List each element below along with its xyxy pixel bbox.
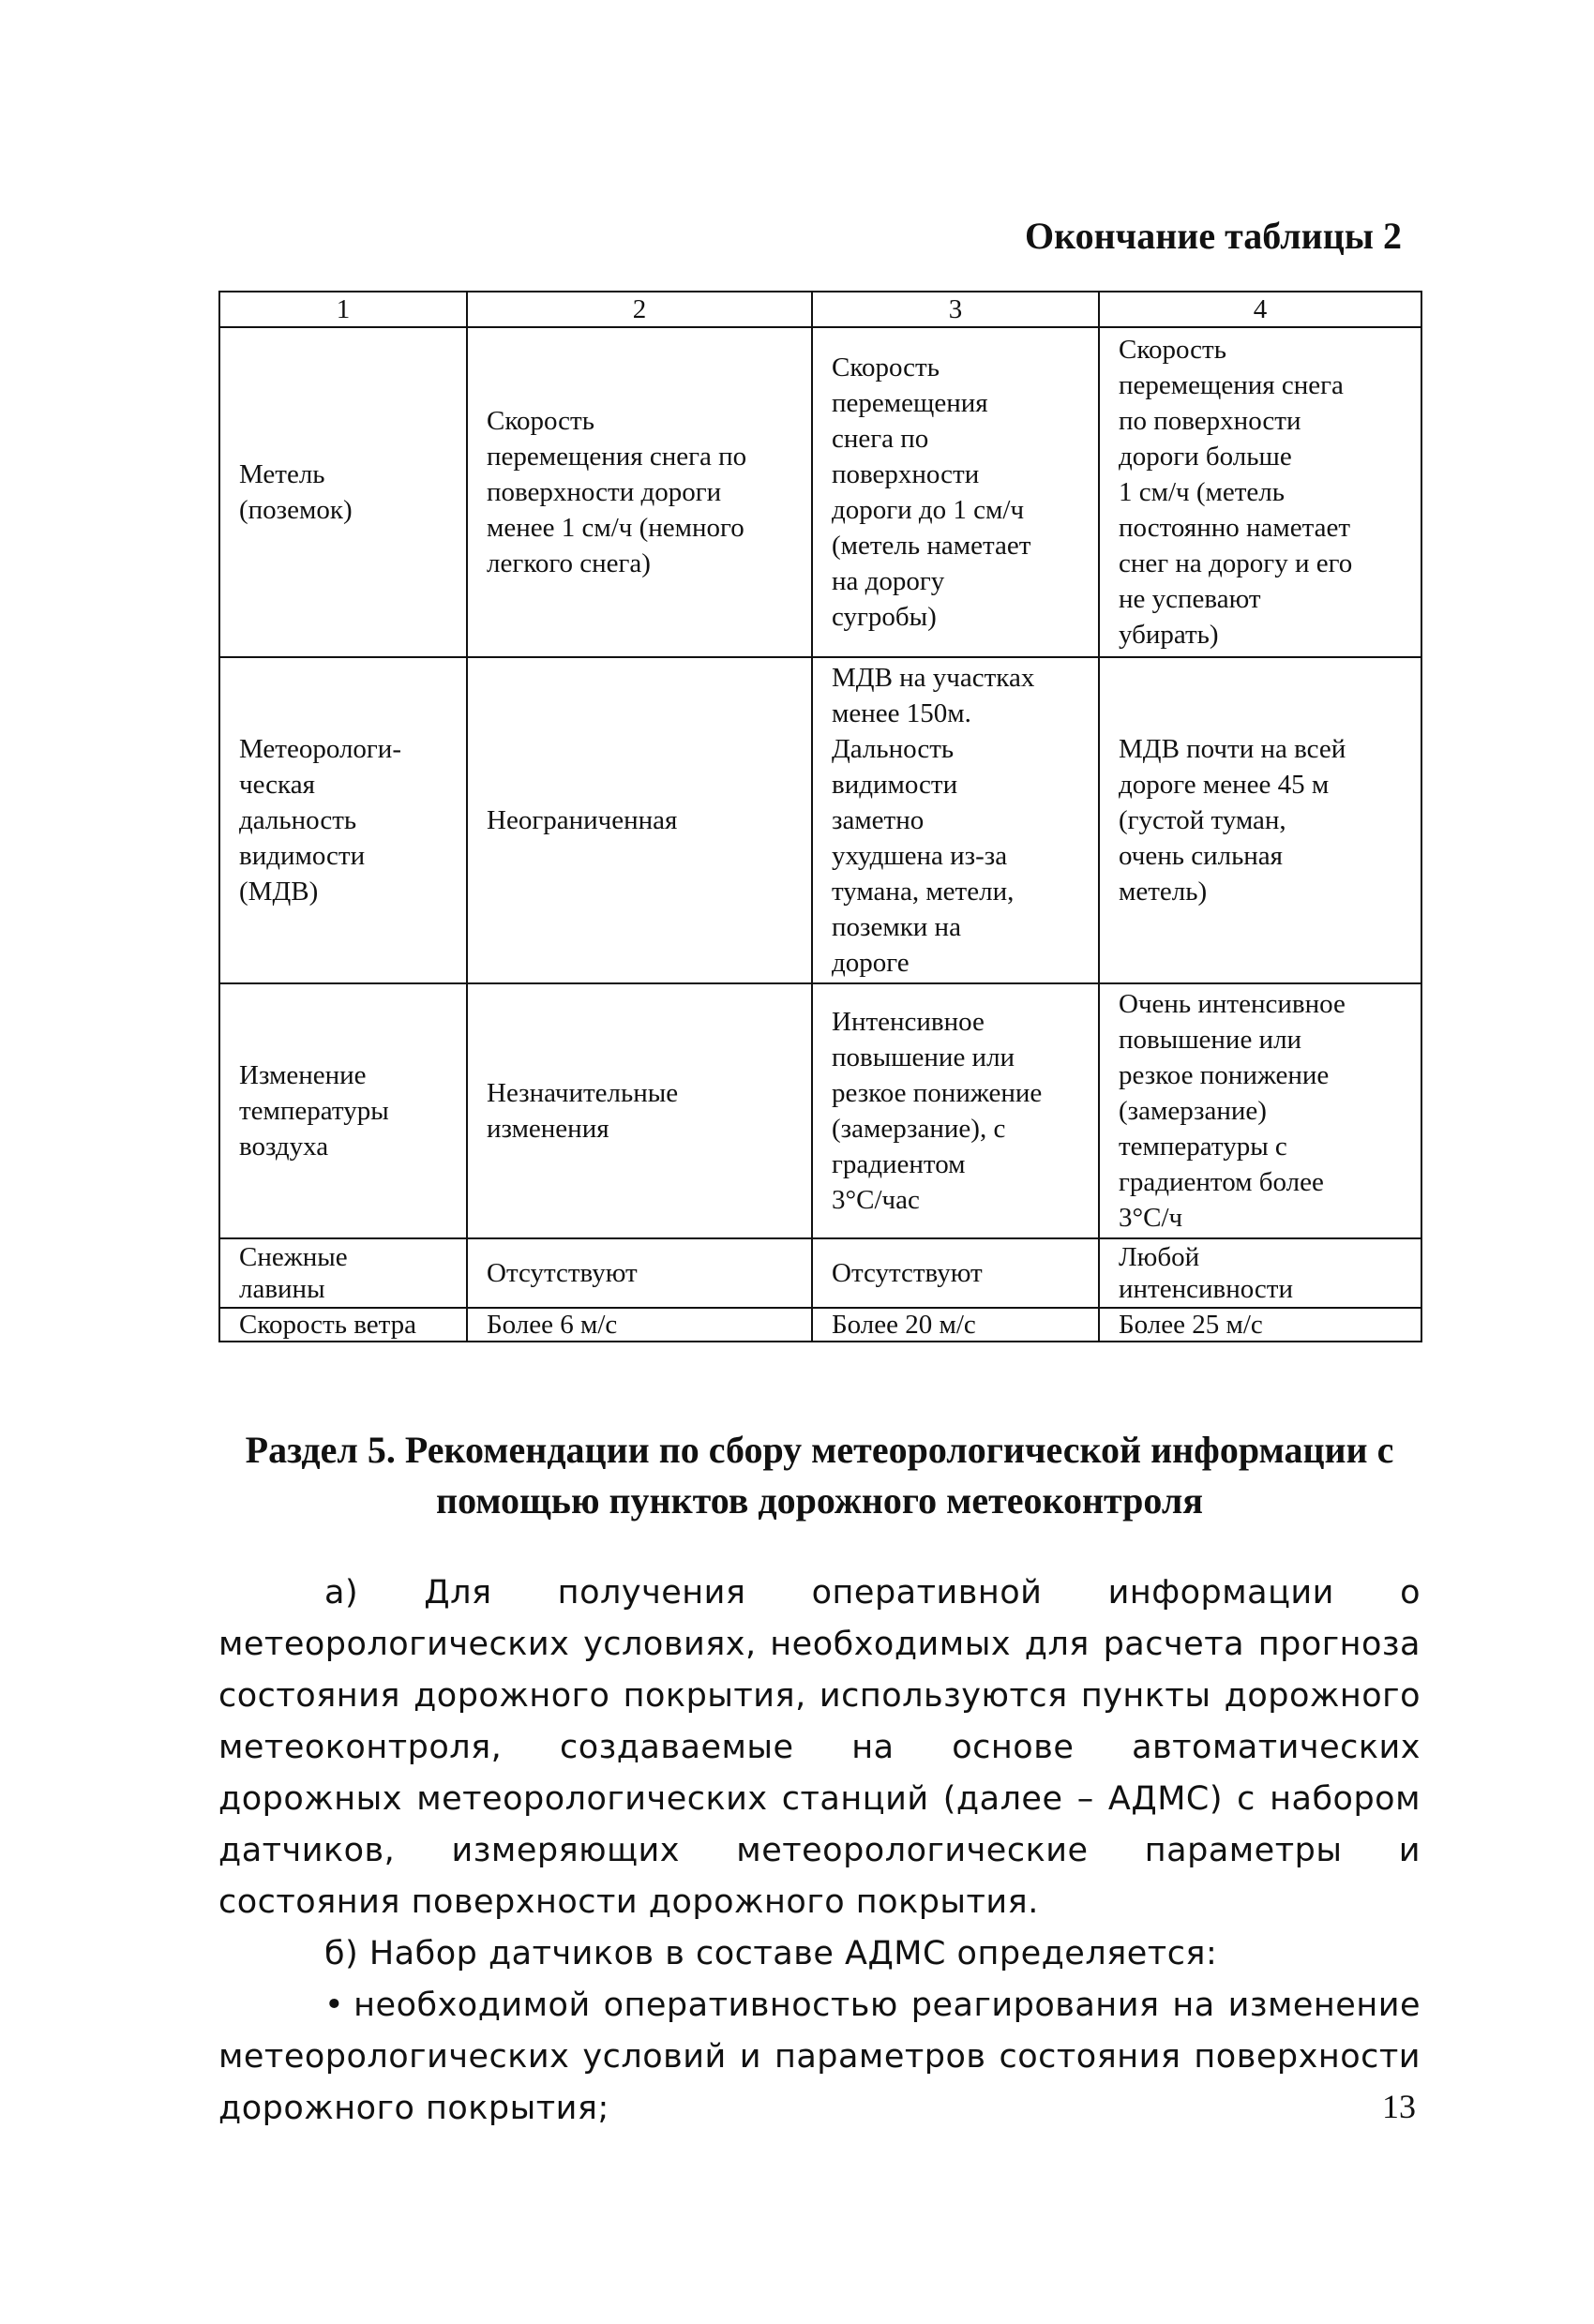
table-cell: Более 6 м/с: [467, 1308, 812, 1342]
section-heading-line: Раздел 5. Рекомендации по сбору метеорологической информации с: [245, 1429, 1394, 1471]
table-cell: МДВ почти на всей дороге менее 45 м (густой туман, очень сильная метель): [1099, 657, 1421, 983]
table-cell: Скорость перемещения снега по поверхности дороги больше 1 см/ч (метель постоянно наметает снег на дорогу и его не успевают убирать): [1099, 327, 1421, 657]
table-cell: Метеорологи- ческая дальность видимости (МДВ): [219, 657, 467, 983]
table-header-row: [219, 292, 1421, 327]
table-cell: Отсутствуют: [467, 1238, 812, 1308]
table-cell: Снежные лавины: [219, 1238, 467, 1308]
table-cell: Более 25 м/с: [1099, 1308, 1421, 1342]
table-cell: Метель (поземок): [219, 327, 467, 657]
column-header: 3: [812, 292, 1099, 327]
table-cell: Любой интенсивности: [1099, 1238, 1421, 1308]
table-cell: Скорость ветра: [219, 1308, 467, 1342]
paragraph-b: б) Набор датчиков в составе АДМС определяется:: [324, 1935, 1218, 1972]
bullet-text: необходимой оперативностью реагирования на изменение метеорологических условий и параметров состояния поверхности дорожного покрытия;: [218, 1987, 1421, 2127]
table-row: [219, 657, 1421, 983]
table-cell: Незначительные изменения: [467, 983, 812, 1238]
bullet-item: [218, 1980, 1421, 2135]
weather-conditions-table: [218, 291, 1422, 1342]
column-header: 4: [1099, 292, 1421, 327]
paragraph-a: а) Для получения оперативной информации о метеорологических условиях, необходимых для расчета прогноза состояния дорожного покрытия, используются пункты дорожного метеоконтроля, создаваемые на основе автоматических дорожных метеорологических станций (далее – АДМС) с набором датчиков, измеряющих метеорологические параметры и состояния поверхности дорожного покрытия.: [218, 1574, 1421, 1921]
table-cell: Отсутствуют: [812, 1238, 1099, 1308]
table-row: [219, 983, 1421, 1238]
table-cell: Неограниченная: [467, 657, 812, 983]
table-cell: Более 20 м/с: [812, 1308, 1099, 1342]
table-cell: Скорость перемещения снега по поверхности дороги менее 1 см/ч (немного легкого снега): [467, 327, 812, 657]
table-cell: Изменение температуры воздуха: [219, 983, 467, 1238]
page-number: 13: [1382, 2088, 1416, 2125]
table-row: [219, 327, 1421, 657]
column-header: 1: [219, 292, 467, 327]
column-header: 2: [467, 292, 812, 327]
section-heading-line: помощью пунктов дорожного метеоконтроля: [436, 1479, 1203, 1522]
table-cell: Скорость перемещения снега по поверхности дороги до 1 см/ч (метель наметает на дорогу сугробы): [812, 327, 1099, 657]
table-cell: МДВ на участках менее 150м. Дальность видимости заметно ухудшена из-за тумана, метели, поземки на дороге: [812, 657, 1099, 983]
table-cell: Интенсивное повышение или резкое понижение (замерзание), с градиентом 3°С/час: [812, 983, 1099, 1238]
table-cell: Очень интенсивное повышение или резкое понижение (замерзание) температуры с градиентом более 3°С/ч: [1099, 983, 1421, 1238]
section-heading: [218, 1425, 1421, 1526]
table-caption: Окончание таблицы 2: [1025, 215, 1402, 257]
table-row: [219, 1308, 1421, 1342]
bullet-icon: •: [324, 1987, 345, 2024]
section-body: [218, 1567, 1421, 2135]
table-row: [219, 1238, 1421, 1308]
